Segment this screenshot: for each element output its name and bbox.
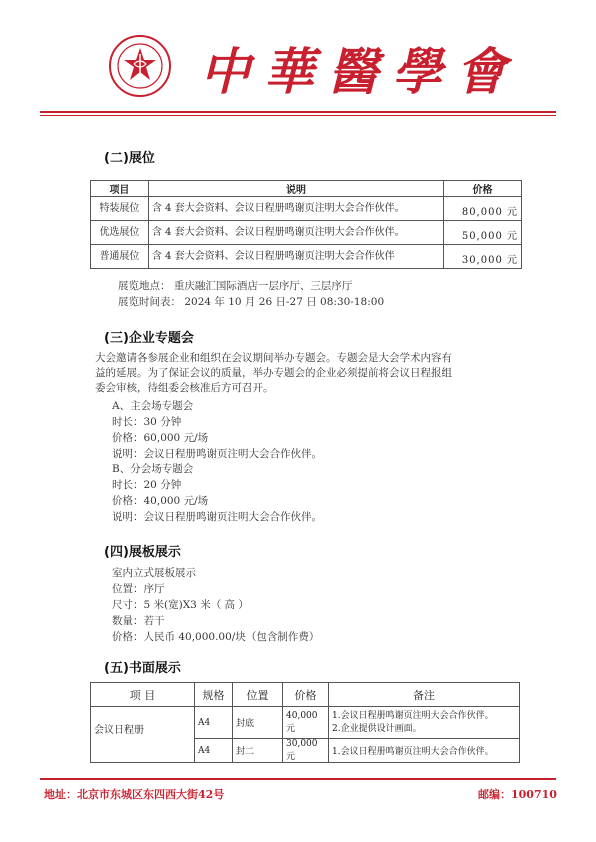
header-rule — [40, 111, 556, 113]
table-header-item: 项 目 — [91, 683, 195, 707]
table-header-row — [91, 683, 520, 707]
print-item-label: 会议日程册 — [91, 707, 195, 763]
symposium-intro-line: 委会审核，待组委会核准后方可召开。 — [95, 382, 274, 394]
section-title-symposium: (三)企业专题会 — [104, 331, 194, 346]
print-note-line: 2.企业提供设计画面。 — [332, 723, 422, 734]
footer-zip: 邮编：100710 — [478, 788, 557, 801]
print-price: 40,000 元 — [283, 707, 329, 739]
table-header-spec: 规格 — [195, 683, 233, 707]
booth-price: 80,000 元 — [444, 197, 522, 221]
sub-venue-price: 价格：40,000 元/场 — [112, 495, 209, 507]
print-spec: A4 — [195, 739, 233, 763]
board-price: 价格：人民币 40,000.00/块（包含制作费） — [112, 631, 320, 643]
main-venue-price: 价格：60,000 元/场 — [112, 432, 209, 444]
main-venue-note: 说明：会议日程册鸣谢页注明大会合作伙伴。 — [112, 448, 322, 460]
sub-venue-note: 说明：会议日程册鸣谢页注明大会合作伙伴。 — [112, 511, 322, 523]
print-display-table — [90, 682, 520, 763]
booth-desc: 含 4 套大会资料、会议日程册鸣谢页注明大会合作伙伴 — [148, 245, 443, 269]
table-header-desc: 说明 — [148, 181, 443, 197]
table-row — [91, 707, 520, 739]
org-name: 中華醫學會 — [200, 42, 520, 101]
booth-table — [90, 180, 522, 269]
table-header-position: 位置 — [233, 683, 283, 707]
board-size: 尺寸：5 米(宽)X3 米（ 高 ） — [112, 599, 249, 611]
table-header-price: 价格 — [444, 181, 522, 197]
exhibition-time: 展览时间表： 2024 年 10 月 26 日-27 日 08:30-18:00 — [118, 296, 385, 308]
section-title-print-display: (五)书面展示 — [104, 661, 181, 676]
footer-address: 地址：北京市东城区东四西大街42号 — [44, 788, 225, 801]
symposium-intro-line: 益的延展。为了保证会议的质量，举办专题会的企业必须提前将会议日程报组 — [95, 367, 452, 379]
print-spec: A4 — [195, 707, 233, 739]
booth-item: 优选展位 — [91, 221, 149, 245]
table-header-row — [91, 181, 522, 197]
booth-desc: 含 4 套大会资料、会议日程册鸣谢页注明大会合作伙伴。 — [148, 197, 443, 221]
table-header-item: 项目 — [91, 181, 149, 197]
section-title-display-board: (四)展板展示 — [104, 545, 181, 560]
booth-price: 30,000 元 — [444, 245, 522, 269]
table-row — [91, 221, 522, 245]
booth-item: 特装展位 — [91, 197, 149, 221]
footer-rule — [40, 778, 556, 780]
print-notes — [329, 739, 520, 763]
symposium-intro-line: 大会邀请各参展企业和组织在会议期间举办专题会。专题会是大会学术内容有 — [95, 352, 452, 364]
board-type: 室内立式展板展示 — [112, 567, 196, 579]
exhibition-location: 展览地点： 重庆融汇国际酒店一层序厅、三层序厅 — [118, 280, 353, 292]
table-header-price: 价格 — [283, 683, 329, 707]
print-note-line: 1.会议日程册鸣谢页注明大会合作伙伴。 — [332, 747, 494, 757]
table-header-notes: 备注 — [329, 683, 520, 707]
sub-venue-title: B、分会场专题会 — [112, 463, 194, 475]
association-logo-icon — [108, 34, 172, 98]
print-position: 封底 — [233, 707, 283, 739]
sub-venue-duration: 时长：20 分钟 — [112, 479, 182, 491]
booth-desc: 含 4 套大会资料、会议日程册鸣谢页注明大会合作伙伴。 — [148, 221, 443, 245]
table-row — [91, 245, 522, 269]
print-price: 30,000 元 — [283, 739, 329, 763]
main-venue-duration: 时长：30 分钟 — [112, 416, 182, 428]
booth-item: 普通展位 — [91, 245, 149, 269]
letterhead — [0, 0, 596, 112]
header-rule-thin — [40, 115, 556, 116]
main-venue-title: A、主会场专题会 — [112, 400, 194, 412]
print-notes — [329, 707, 520, 739]
print-position: 封二 — [233, 739, 283, 763]
board-quantity: 数量：若干 — [112, 615, 165, 627]
section-title-booths: (二)展位 — [104, 151, 155, 166]
booth-price: 50,000 元 — [444, 221, 522, 245]
table-row — [91, 197, 522, 221]
print-note-line: 1.会议日程册鸣谢页注明大会合作伙伴。 — [332, 710, 494, 721]
board-position: 位置：序厅 — [112, 583, 165, 595]
